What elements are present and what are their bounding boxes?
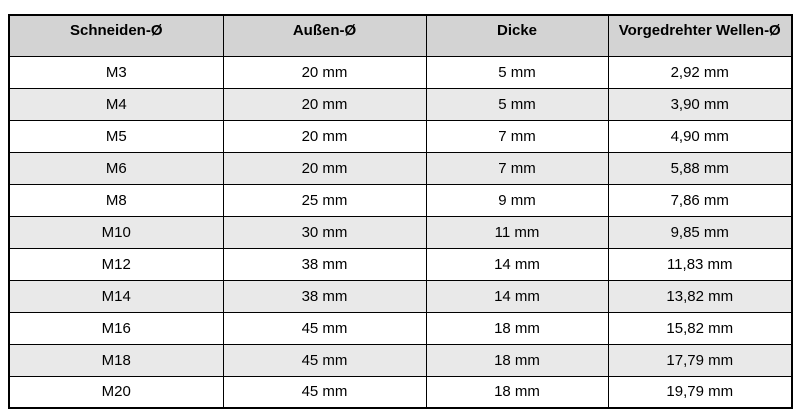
column-header-3: Dicke [426, 15, 608, 56]
table-row-m4 [9, 88, 792, 120]
table-row-m10 [9, 216, 792, 248]
table-cell: 5,88 mm [608, 152, 792, 184]
table-cell: 25 mm [223, 184, 426, 216]
table-cell: 18 mm [426, 376, 608, 408]
column-header-2: Außen-Ø [223, 15, 426, 56]
table-cell: 13,82 mm [608, 280, 792, 312]
table-cell: 3,90 mm [608, 88, 792, 120]
table-cell: 45 mm [223, 344, 426, 376]
table-cell: M5 [9, 120, 223, 152]
table-cell: 5 mm [426, 88, 608, 120]
table-cell: 2,92 mm [608, 56, 792, 88]
table-row-m16 [9, 312, 792, 344]
table-cell: 7 mm [426, 152, 608, 184]
table-cell: 7,86 mm [608, 184, 792, 216]
table-cell: 18 mm [426, 312, 608, 344]
table-cell: 11,83 mm [608, 248, 792, 280]
table-row-m6 [9, 152, 792, 184]
table-cell: M8 [9, 184, 223, 216]
table-cell: 7 mm [426, 120, 608, 152]
table-cell: 9,85 mm [608, 216, 792, 248]
table-row-m18 [9, 344, 792, 376]
table-cell: M14 [9, 280, 223, 312]
table-cell: M6 [9, 152, 223, 184]
column-header-1: Schneiden-Ø [9, 15, 223, 56]
table-cell: 14 mm [426, 248, 608, 280]
table-cell: M20 [9, 376, 223, 408]
table-cell: 20 mm [223, 88, 426, 120]
table-cell: 19,79 mm [608, 376, 792, 408]
table-row-m3 [9, 56, 792, 88]
table-cell: 4,90 mm [608, 120, 792, 152]
table-cell: 15,82 mm [608, 312, 792, 344]
table-cell: 9 mm [426, 184, 608, 216]
table-cell: 45 mm [223, 376, 426, 408]
table-cell: 38 mm [223, 280, 426, 312]
table-row-m5 [9, 120, 792, 152]
table-cell: 20 mm [223, 56, 426, 88]
table-cell: M16 [9, 312, 223, 344]
table-row-m20 [9, 376, 792, 408]
table-header-row [9, 15, 792, 56]
table-cell: 20 mm [223, 152, 426, 184]
table-cell: 20 mm [223, 120, 426, 152]
table-cell: M4 [9, 88, 223, 120]
table-cell: M10 [9, 216, 223, 248]
table-body [9, 56, 792, 408]
table-cell: M18 [9, 344, 223, 376]
column-header-4: Vorgedrehter Wellen-Ø [608, 15, 792, 56]
table-cell: M12 [9, 248, 223, 280]
table-row-m8 [9, 184, 792, 216]
table-cell: 30 mm [223, 216, 426, 248]
table-cell: 11 mm [426, 216, 608, 248]
table-row-m12 [9, 248, 792, 280]
table-cell: 38 mm [223, 248, 426, 280]
thread-mill-spec-table [8, 14, 793, 409]
table-cell: M3 [9, 56, 223, 88]
table-cell: 45 mm [223, 312, 426, 344]
table-row-m14 [9, 280, 792, 312]
table-cell: 5 mm [426, 56, 608, 88]
table-cell: 14 mm [426, 280, 608, 312]
table-cell: 17,79 mm [608, 344, 792, 376]
table-cell: 18 mm [426, 344, 608, 376]
